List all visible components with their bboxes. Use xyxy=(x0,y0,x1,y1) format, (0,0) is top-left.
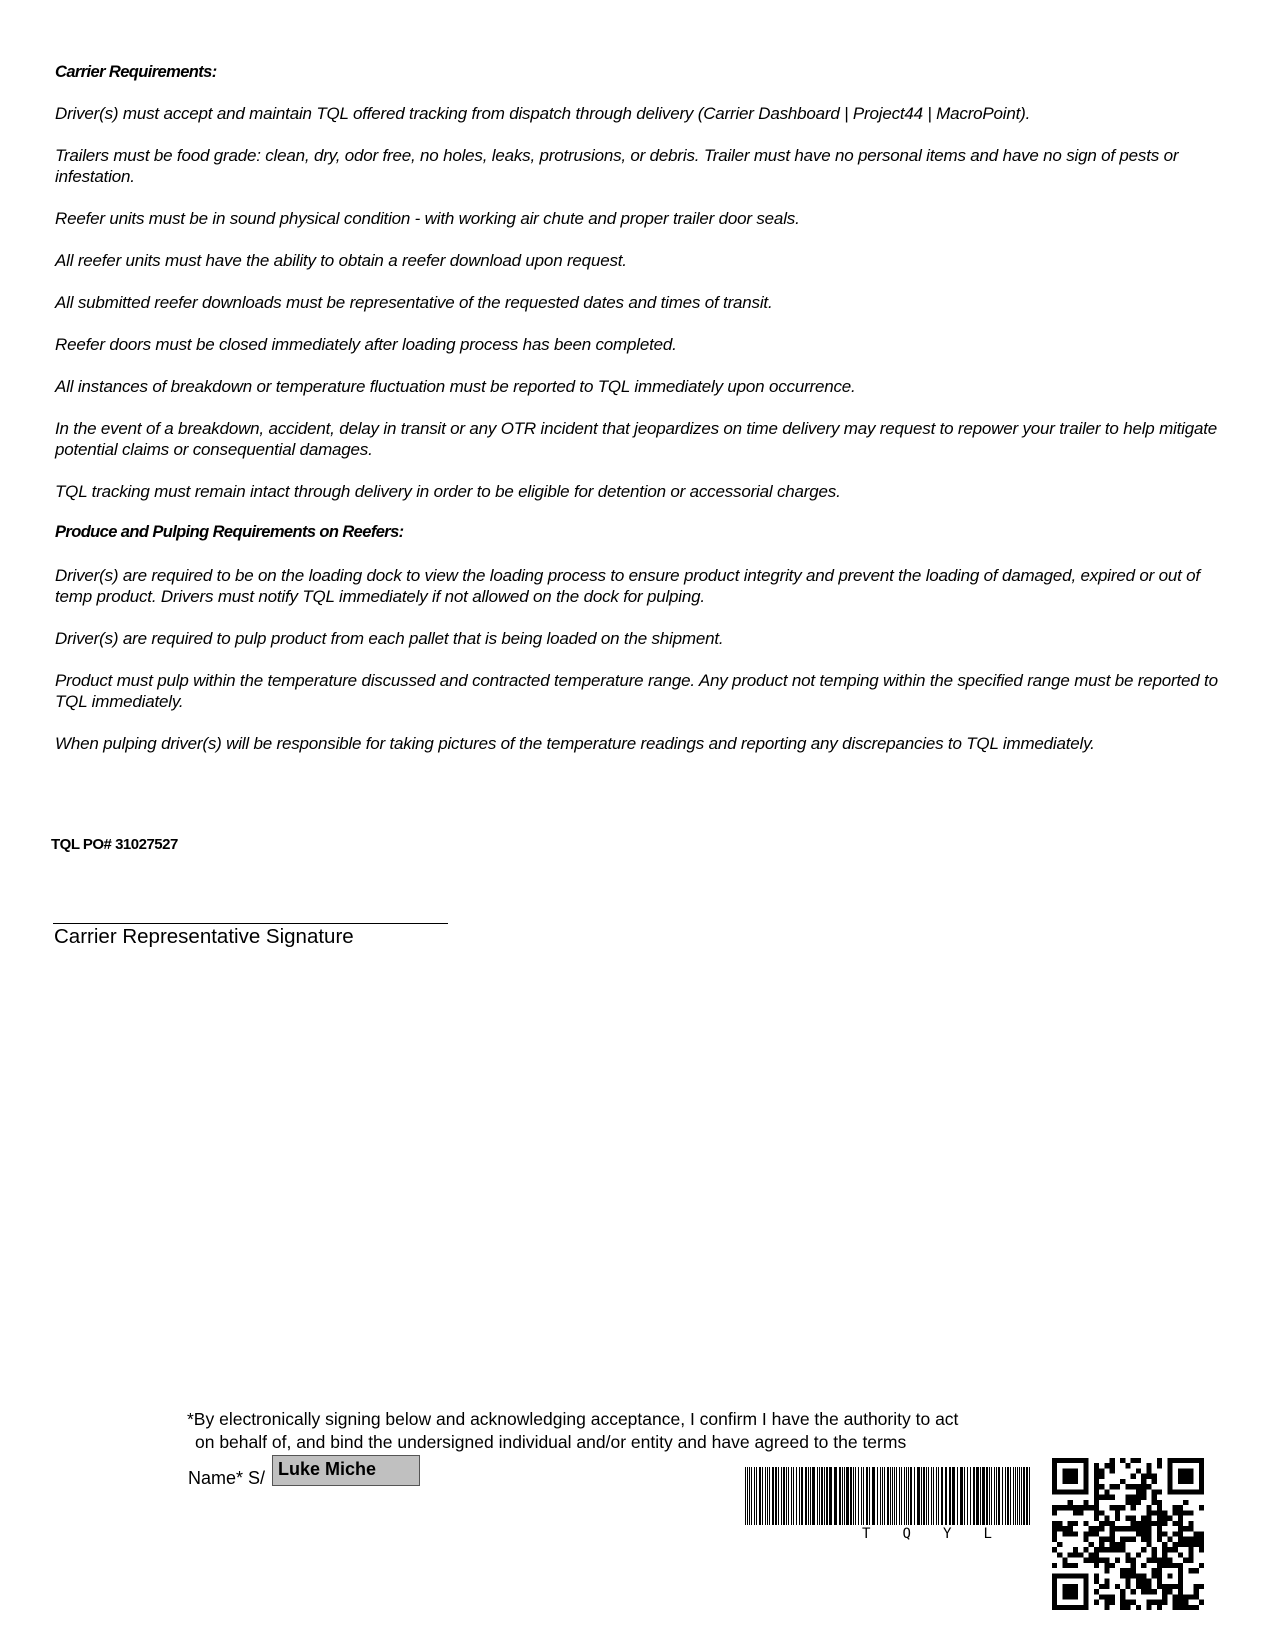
barcode-char: Q xyxy=(902,1526,911,1542)
carrier-requirement-5: All submitted reefer downloads must be representative of the requested dates and times of transit. xyxy=(55,293,773,312)
barcode-char: T xyxy=(862,1526,871,1542)
name-input[interactable]: Luke Miche xyxy=(272,1455,420,1486)
carrier-requirement-1: Driver(s) must accept and maintain TQL offered tracking from dispatch through delivery (Carrier Dashboard | Project44 | MacroPoint). xyxy=(55,104,1031,123)
carrier-requirement-3: Reefer units must be in sound physical condition - with working air chute and proper trailer door seals. xyxy=(55,209,800,228)
signature-label: Carrier Representative Signature xyxy=(54,925,354,948)
signature-line[interactable] xyxy=(53,923,448,924)
po-number: TQL PO# 31027527 xyxy=(51,836,178,853)
produce-requirement-4: When pulping driver(s) will be responsible for taking pictures of the temperature readings and reporting any discrepancies to TQL immediately. xyxy=(55,734,1095,753)
acknowledgement-line-1: *By electronically signing below and acknowledging acceptance, I confirm I have the authority to act xyxy=(187,1409,959,1429)
produce-requirement-3: Product must pulp within the temperature discussed and contracted temperature range. Any product not temping within the specified range must be reported to TQL immediately. xyxy=(55,671,1218,711)
carrier-requirement-8: In the event of a breakdown, accident, delay in transit or any OTR incident that jeopardizes on time delivery may request to repower your trailer to help mitigate potential claims or consequential damages. xyxy=(55,419,1217,459)
barcode-text xyxy=(862,1526,992,1542)
carrier-requirements-heading: Carrier Requirements: xyxy=(55,63,217,81)
name-label: Name* S/ xyxy=(188,1468,266,1488)
barcode-char: L xyxy=(983,1526,992,1542)
produce-requirement-2: Driver(s) are required to pulp product from each pallet that is being loaded on the shipment. xyxy=(55,629,724,648)
acknowledgement-text xyxy=(187,1408,958,1454)
carrier-requirement-4: All reefer units must have the ability to obtain a reefer download upon request. xyxy=(55,251,627,270)
barcode-char: Y xyxy=(943,1526,952,1542)
carrier-requirement-7: All instances of breakdown or temperature fluctuation must be reported to TQL immediately upon occurrence. xyxy=(55,377,856,396)
carrier-requirement-6: Reefer doors must be closed immediately after loading process has been completed. xyxy=(55,335,677,354)
carrier-requirement-2: Trailers must be food grade: clean, dry, odor free, no holes, leaks, protrusions, or debris. Trailer must have no personal items and have no sign of pests or infestation. xyxy=(55,146,1179,186)
produce-requirements-heading: Produce and Pulping Requirements on Reefers: xyxy=(55,523,404,541)
acknowledgement-line-2: on behalf of, and bind the undersigned individual and/or entity and have agreed to the terms xyxy=(195,1432,907,1452)
carrier-requirement-9: TQL tracking must remain intact through delivery in order to be eligible for detention or accessorial charges. xyxy=(55,482,841,501)
barcode-image xyxy=(745,1467,1033,1525)
qr-code-image xyxy=(1052,1458,1204,1610)
produce-requirement-1: Driver(s) are required to be on the loading dock to view the loading process to ensure product integrity and prevent the loading of damaged, expired or out of temp product. Drivers must notify TQL immediately if not allowed on the dock for pulping. xyxy=(55,566,1200,606)
